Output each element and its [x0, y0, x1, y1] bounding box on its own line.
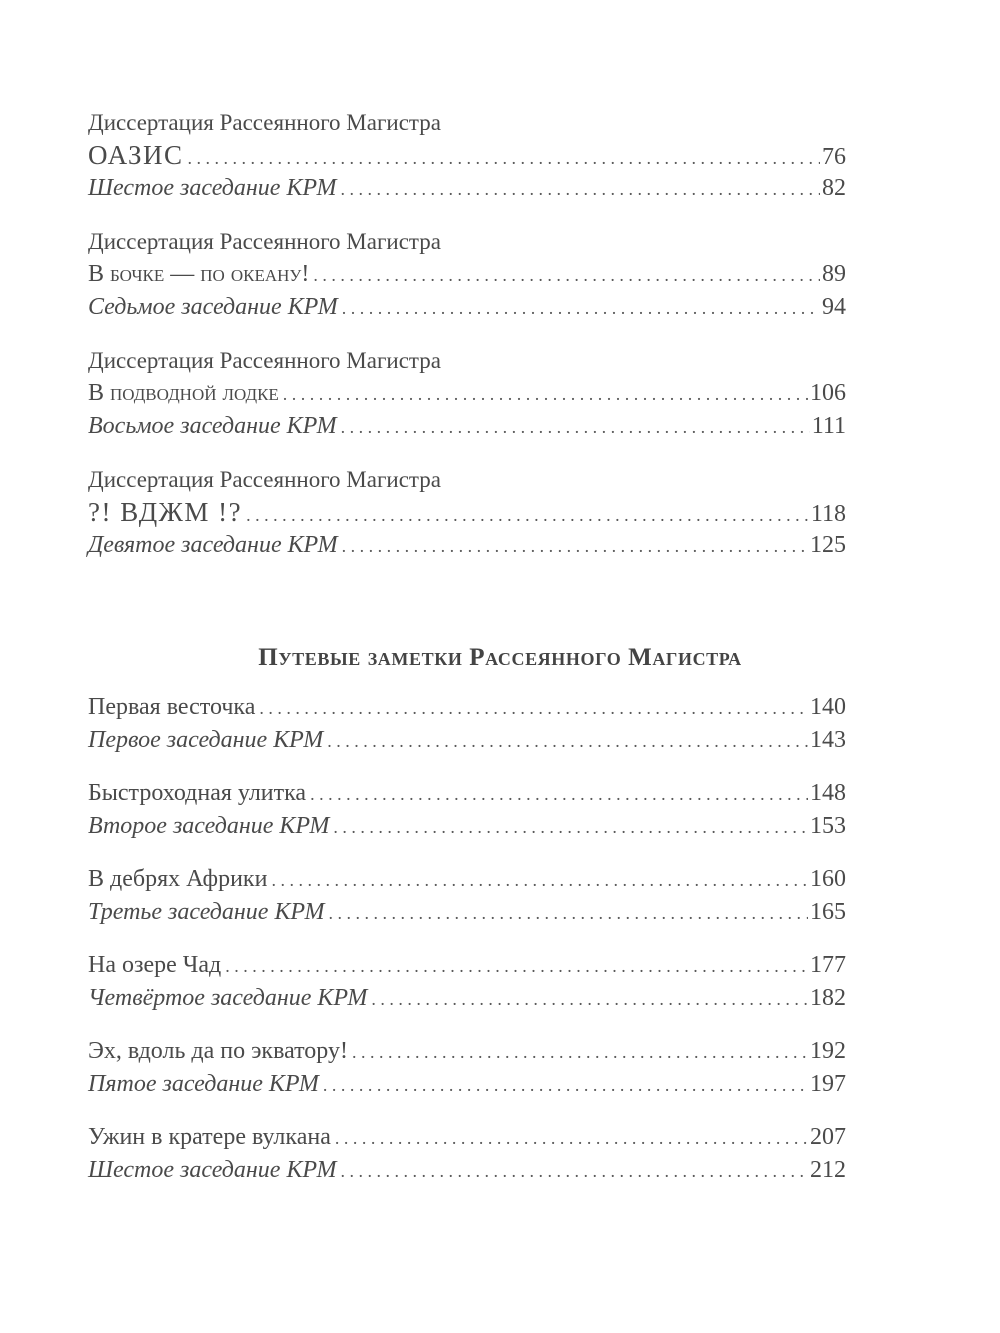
entry-title: На озере Чад [88, 952, 222, 978]
entry-title: Быстроходная улитка [88, 780, 307, 806]
toc-entry-chapter[interactable] [88, 863, 846, 896]
page-number: 177 [810, 952, 846, 978]
page-number: 148 [810, 780, 846, 806]
leader-dots [340, 172, 820, 206]
leader-dots [341, 410, 810, 444]
toc-entry-meeting[interactable] [88, 291, 846, 324]
toc-entry-chapter[interactable] [88, 377, 846, 410]
toc-group [88, 949, 846, 1015]
toc-group [88, 107, 846, 205]
header-text: Диссертация Рассеянного Магистра [88, 467, 441, 492]
entry-title: Первое заседание КРМ [88, 727, 324, 753]
toc-group [88, 1035, 846, 1101]
toc-entry-meeting[interactable] [88, 1068, 846, 1101]
page-number: 94 [822, 294, 846, 320]
toc-group-header [88, 226, 846, 258]
header-text: Диссертация Рассеянного Магистра [88, 229, 441, 254]
entry-title: Седьмое заседание КРМ [88, 294, 338, 320]
toc-entry-chapter[interactable] [88, 1035, 846, 1068]
leader-dots [246, 498, 809, 532]
toc-group [88, 226, 846, 324]
toc-entry-chapter[interactable] [88, 777, 846, 810]
leader-dots [283, 377, 808, 411]
leader-dots [225, 949, 808, 983]
entry-title: В подводной лодке [88, 380, 279, 406]
toc-entry-chapter[interactable] [88, 496, 846, 529]
toc-group [88, 1121, 846, 1187]
entry-title: Эх, вдоль да по экватору! [88, 1038, 348, 1064]
leader-dots [310, 777, 808, 811]
toc-entry-meeting[interactable] [88, 896, 846, 929]
leader-dots [333, 810, 808, 844]
page-number: 140 [810, 694, 846, 720]
toc-group [88, 464, 846, 562]
toc-group [88, 777, 846, 843]
entry-title: Второе заседание КРМ [88, 813, 330, 839]
page-number: 192 [810, 1038, 846, 1064]
page-number: 89 [822, 261, 846, 287]
leader-dots [259, 691, 808, 725]
toc-entry-chapter[interactable] [88, 139, 846, 172]
leader-dots [188, 141, 820, 175]
entry-title: Девятое заседание КРМ [88, 532, 338, 558]
leader-dots [342, 291, 820, 325]
page-number: 165 [810, 899, 846, 925]
entry-title: В бочке — по океану! [88, 261, 310, 287]
toc-group [88, 345, 846, 443]
page-number: 143 [810, 727, 846, 753]
entry-title: Ужин в кратере вулкана [88, 1124, 331, 1150]
toc-entry-meeting[interactable] [88, 724, 846, 757]
page-number: 76 [822, 144, 846, 170]
leader-dots [335, 1121, 808, 1155]
toc-group [88, 691, 846, 757]
entry-title: Третье заседание КРМ [88, 899, 325, 925]
page-number: 197 [810, 1071, 846, 1097]
header-text: Диссертация Рассеянного Магистра [88, 110, 441, 135]
entry-title: ОАЗИС [88, 140, 184, 170]
page-number: 125 [810, 532, 846, 558]
toc-entry-chapter[interactable] [88, 258, 846, 291]
toc-entry-meeting[interactable] [88, 982, 846, 1015]
entry-title: Первая весточка [88, 694, 256, 720]
leader-dots [328, 896, 808, 930]
entry-title: Пятое заседание КРМ [88, 1071, 319, 1097]
toc-entry-meeting[interactable] [88, 172, 846, 205]
entry-title: Шестое заседание КРМ [88, 1157, 337, 1183]
page-number: 182 [810, 985, 846, 1011]
toc-entry-meeting[interactable] [88, 810, 846, 843]
leader-dots [327, 724, 808, 758]
toc-group [88, 863, 846, 929]
toc-entry-chapter[interactable] [88, 691, 846, 724]
page-number: 82 [822, 175, 846, 201]
section-heading: Путевые заметки Рассеянного Магистра [258, 644, 742, 671]
page-number: 106 [810, 380, 846, 406]
leader-dots [340, 1154, 808, 1188]
leader-dots [313, 258, 820, 292]
leader-dots [323, 1068, 808, 1102]
toc-group-header [88, 464, 846, 496]
entry-title: В дебрях Африки [88, 866, 268, 892]
page-number: 160 [810, 866, 846, 892]
page-number: 207 [810, 1124, 846, 1150]
entry-title: ?! ВДЖМ !? [88, 497, 243, 527]
entry-title: Четвёртое заседание КРМ [88, 985, 368, 1011]
toc-entry-meeting[interactable] [88, 529, 846, 562]
toc-group-header [88, 107, 846, 139]
toc-entry-meeting[interactable] [88, 410, 846, 443]
leader-dots [352, 1035, 808, 1069]
entry-title: Восьмое заседание КРМ [88, 413, 337, 439]
leader-dots [371, 982, 808, 1016]
toc-entry-chapter[interactable] [88, 1121, 846, 1154]
page-number: 118 [810, 501, 846, 527]
page-number: 153 [810, 813, 846, 839]
leader-dots [271, 863, 808, 897]
page-number: 111 [811, 413, 846, 439]
header-text: Диссертация Рассеянного Магистра [88, 348, 441, 373]
leader-dots [342, 529, 808, 563]
toc-group-header [88, 345, 846, 377]
page-number: 212 [810, 1157, 846, 1183]
toc-entry-chapter[interactable] [88, 949, 846, 982]
entry-title: Шестое заседание КРМ [88, 175, 337, 201]
toc-entry-meeting[interactable] [88, 1154, 846, 1187]
